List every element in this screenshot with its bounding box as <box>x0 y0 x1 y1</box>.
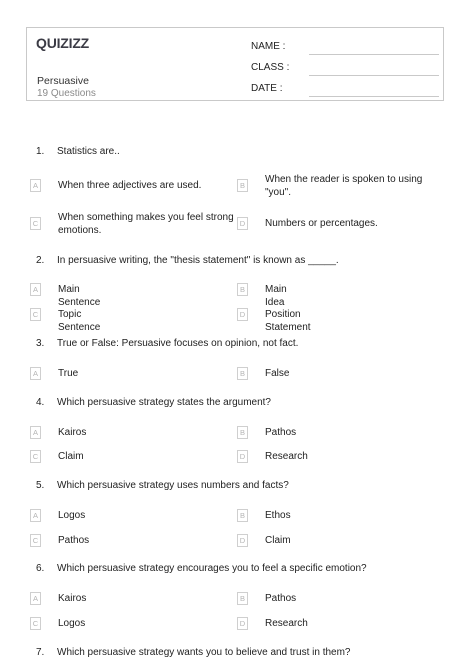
question-text: In persuasive writing, the "thesis statement" is known as _____. <box>57 255 339 266</box>
option-letter-box: B <box>237 283 248 296</box>
option-text: Pathos <box>265 427 297 438</box>
option-letter-box: C <box>30 217 41 230</box>
name-line <box>309 54 439 55</box>
question-number: 7. <box>36 647 45 658</box>
option-letter-box: D <box>237 217 248 230</box>
option-letter-box: B <box>237 592 248 605</box>
quizizz-logo: QUIZIZZ <box>36 35 90 51</box>
question-number: 5. <box>36 480 45 491</box>
option-letter-box: C <box>30 308 41 321</box>
option-letter-box: D <box>237 450 248 463</box>
option-text: Research <box>265 618 308 629</box>
option-text: When three adjectives are used. <box>58 180 202 191</box>
name-label: NAME : <box>251 41 286 52</box>
option-text: Kairos <box>58 593 87 604</box>
date-line <box>309 96 439 97</box>
question-text: Which persuasive strategy states the argument? <box>57 397 271 408</box>
option-text: False <box>265 368 290 379</box>
option-letter-box: C <box>30 534 41 547</box>
option-text: True <box>58 368 79 379</box>
class-line <box>309 75 439 76</box>
question-number: 6. <box>36 563 45 574</box>
option-letter-box: A <box>30 283 41 296</box>
option-letter-box: C <box>30 617 41 630</box>
option-letter-box: A <box>30 179 41 192</box>
class-label: CLASS : <box>251 62 290 73</box>
option-letter-box: D <box>237 534 248 547</box>
option-text: Pathos <box>58 535 90 546</box>
option-text: Claim <box>58 451 84 462</box>
question-count: 19 Questions <box>37 88 96 99</box>
worksheet-title: Persuasive <box>37 75 89 87</box>
question-text: Statistics are.. <box>57 146 120 157</box>
date-field[interactable] <box>251 83 439 97</box>
worksheet-header <box>26 27 444 101</box>
option-letter-box: A <box>30 367 41 380</box>
question-number: 3. <box>36 338 45 349</box>
question-text: Which persuasive strategy wants you to believe and trust in them? <box>57 647 351 658</box>
class-field[interactable] <box>251 62 439 76</box>
option-letter-box: A <box>30 426 41 439</box>
option-text: Research <box>265 451 308 462</box>
option-text: Position Statement <box>265 309 311 333</box>
option-letter-box: A <box>30 592 41 605</box>
option-text: Logos <box>58 510 86 521</box>
option-letter-box: B <box>237 426 248 439</box>
option-text: Topic Sentence <box>58 309 101 333</box>
option-text: Claim <box>265 535 291 546</box>
option-letter-box: A <box>30 509 41 522</box>
option-text: Main Idea <box>265 284 287 308</box>
option-text: Main Sentence <box>58 284 101 308</box>
option-letter-box: D <box>237 617 248 630</box>
question-number: 1. <box>36 146 45 157</box>
name-field[interactable] <box>251 41 439 55</box>
option-text: Ethos <box>265 510 291 521</box>
question-number: 2. <box>36 255 45 266</box>
option-text: Pathos <box>265 593 297 604</box>
option-text: Logos <box>58 618 86 629</box>
option-text: When something makes you feel strong emotions. <box>58 212 234 236</box>
question-text: Which persuasive strategy encourages you to feel a specific emotion? <box>57 563 367 574</box>
question-text: Which persuasive strategy uses numbers and facts? <box>57 480 289 491</box>
option-text: Numbers or percentages. <box>265 218 378 229</box>
option-text: When the reader is spoken to using "you". <box>265 174 423 198</box>
option-text: Kairos <box>58 427 87 438</box>
option-letter-box: B <box>237 509 248 522</box>
option-letter-box: D <box>237 308 248 321</box>
option-letter-box: C <box>30 450 41 463</box>
question-text: True or False: Persuasive focuses on opinion, not fact. <box>57 338 299 349</box>
option-letter-box: B <box>237 367 248 380</box>
question-number: 4. <box>36 397 45 408</box>
option-letter-box: B <box>237 179 248 192</box>
date-label: DATE : <box>251 83 283 94</box>
